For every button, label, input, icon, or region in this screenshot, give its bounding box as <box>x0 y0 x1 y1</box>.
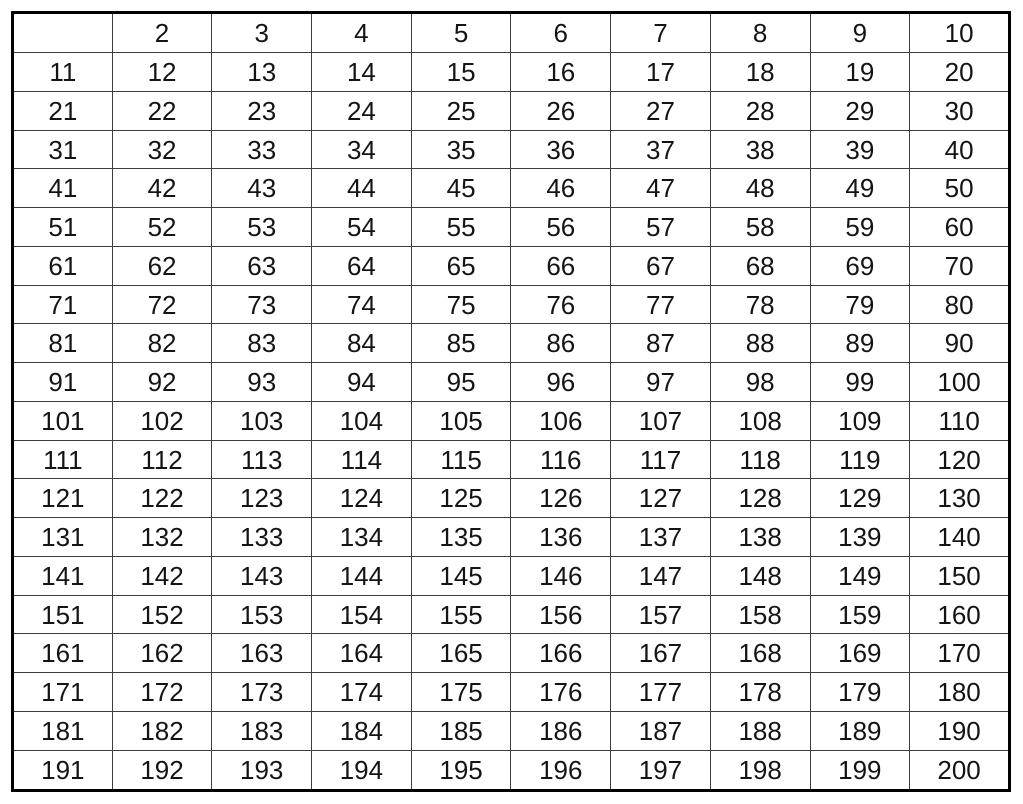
number-cell: 24 <box>312 91 412 130</box>
number-cell: 76 <box>511 285 611 324</box>
number-cell: 96 <box>511 363 611 402</box>
number-cell: 182 <box>112 711 212 750</box>
number-cell: 152 <box>112 595 212 634</box>
number-cell: 120 <box>910 440 1010 479</box>
number-cell: 140 <box>910 518 1010 557</box>
number-cell: 127 <box>611 479 711 518</box>
number-cell: 142 <box>112 556 212 595</box>
number-cell: 39 <box>810 130 910 169</box>
table-row <box>13 634 1010 673</box>
number-cell: 149 <box>810 556 910 595</box>
table-row <box>13 285 1010 324</box>
number-cell: 97 <box>611 363 711 402</box>
number-cell: 21 <box>13 91 113 130</box>
number-cell: 45 <box>411 169 511 208</box>
number-cell: 65 <box>411 246 511 285</box>
number-cell: 141 <box>13 556 113 595</box>
number-cell: 161 <box>13 634 113 673</box>
number-cell: 186 <box>511 711 611 750</box>
table-row <box>13 13 1010 53</box>
number-cell: 59 <box>810 208 910 247</box>
number-cell: 170 <box>910 634 1010 673</box>
number-cell: 194 <box>312 750 412 790</box>
number-cell: 153 <box>212 595 312 634</box>
number-cell: 99 <box>810 363 910 402</box>
number-cell: 113 <box>212 440 312 479</box>
number-cell: 89 <box>810 324 910 363</box>
number-cell: 87 <box>611 324 711 363</box>
number-cell: 43 <box>212 169 312 208</box>
number-cell: 32 <box>112 130 212 169</box>
number-cell: 85 <box>411 324 511 363</box>
number-cell: 146 <box>511 556 611 595</box>
table-row <box>13 479 1010 518</box>
number-cell: 22 <box>112 91 212 130</box>
number-cell: 155 <box>411 595 511 634</box>
number-cell: 95 <box>411 363 511 402</box>
number-cell: 92 <box>112 363 212 402</box>
table-row <box>13 130 1010 169</box>
number-cell: 173 <box>212 673 312 712</box>
number-cell: 2 <box>112 13 212 53</box>
number-cell: 75 <box>411 285 511 324</box>
table-row <box>13 556 1010 595</box>
number-cell: 188 <box>710 711 810 750</box>
number-cell: 136 <box>511 518 611 557</box>
number-cell: 110 <box>910 401 1010 440</box>
number-cell: 52 <box>112 208 212 247</box>
number-cell: 36 <box>511 130 611 169</box>
number-cell: 12 <box>112 53 212 92</box>
number-grid-body <box>13 13 1010 791</box>
number-cell: 100 <box>910 363 1010 402</box>
number-cell: 118 <box>710 440 810 479</box>
number-cell: 61 <box>13 246 113 285</box>
number-cell: 88 <box>710 324 810 363</box>
number-cell: 130 <box>910 479 1010 518</box>
number-cell: 15 <box>411 53 511 92</box>
number-cell: 191 <box>13 750 113 790</box>
number-cell: 82 <box>112 324 212 363</box>
number-cell: 19 <box>810 53 910 92</box>
number-cell: 47 <box>611 169 711 208</box>
number-cell: 193 <box>212 750 312 790</box>
number-cell: 71 <box>13 285 113 324</box>
number-cell: 14 <box>312 53 412 92</box>
number-cell: 28 <box>710 91 810 130</box>
table-row <box>13 518 1010 557</box>
number-cell: 197 <box>611 750 711 790</box>
number-cell: 107 <box>611 401 711 440</box>
number-cell: 5 <box>411 13 511 53</box>
number-cell: 111 <box>13 440 113 479</box>
number-cell: 123 <box>212 479 312 518</box>
number-cell: 69 <box>810 246 910 285</box>
number-cell: 166 <box>511 634 611 673</box>
table-row <box>13 208 1010 247</box>
number-cell: 159 <box>810 595 910 634</box>
number-cell: 40 <box>910 130 1010 169</box>
number-cell: 199 <box>810 750 910 790</box>
number-cell: 17 <box>611 53 711 92</box>
number-cell: 115 <box>411 440 511 479</box>
number-cell: 7 <box>611 13 711 53</box>
number-cell: 187 <box>611 711 711 750</box>
number-cell: 57 <box>611 208 711 247</box>
number-cell: 180 <box>910 673 1010 712</box>
number-cell: 48 <box>710 169 810 208</box>
number-cell: 200 <box>910 750 1010 790</box>
table-row <box>13 53 1010 92</box>
number-cell: 189 <box>810 711 910 750</box>
number-cell: 185 <box>411 711 511 750</box>
number-cell: 125 <box>411 479 511 518</box>
number-cell: 122 <box>112 479 212 518</box>
number-cell: 83 <box>212 324 312 363</box>
table-row <box>13 595 1010 634</box>
number-cell: 174 <box>312 673 412 712</box>
number-cell: 58 <box>710 208 810 247</box>
number-cell: 8 <box>710 13 810 53</box>
number-cell: 23 <box>212 91 312 130</box>
number-cell: 54 <box>312 208 412 247</box>
number-cell: 66 <box>511 246 611 285</box>
number-cell: 109 <box>810 401 910 440</box>
number-cell: 178 <box>710 673 810 712</box>
number-cell: 64 <box>312 246 412 285</box>
number-cell: 67 <box>611 246 711 285</box>
number-cell: 104 <box>312 401 412 440</box>
number-cell: 60 <box>910 208 1010 247</box>
table-row <box>13 246 1010 285</box>
number-cell: 147 <box>611 556 711 595</box>
number-cell: 79 <box>810 285 910 324</box>
number-cell: 177 <box>611 673 711 712</box>
number-cell: 101 <box>13 401 113 440</box>
number-cell: 143 <box>212 556 312 595</box>
number-cell: 25 <box>411 91 511 130</box>
number-cell: 168 <box>710 634 810 673</box>
number-grid-table <box>11 11 1011 792</box>
table-row <box>13 401 1010 440</box>
number-cell: 172 <box>112 673 212 712</box>
number-cell: 108 <box>710 401 810 440</box>
number-cell: 86 <box>511 324 611 363</box>
number-cell: 121 <box>13 479 113 518</box>
number-cell: 20 <box>910 53 1010 92</box>
number-cell: 42 <box>112 169 212 208</box>
number-cell: 192 <box>112 750 212 790</box>
number-cell: 156 <box>511 595 611 634</box>
number-cell: 165 <box>411 634 511 673</box>
number-cell: 33 <box>212 130 312 169</box>
number-cell: 162 <box>112 634 212 673</box>
number-cell: 37 <box>611 130 711 169</box>
number-cell: 190 <box>910 711 1010 750</box>
table-row <box>13 324 1010 363</box>
number-cell: 90 <box>910 324 1010 363</box>
number-cell: 16 <box>511 53 611 92</box>
number-cell: 93 <box>212 363 312 402</box>
number-cell: 171 <box>13 673 113 712</box>
number-cell: 137 <box>611 518 711 557</box>
number-cell: 176 <box>511 673 611 712</box>
number-cell: 133 <box>212 518 312 557</box>
number-cell: 128 <box>710 479 810 518</box>
number-cell: 18 <box>710 53 810 92</box>
number-cell: 53 <box>212 208 312 247</box>
number-cell: 106 <box>511 401 611 440</box>
table-row <box>13 673 1010 712</box>
number-cell: 131 <box>13 518 113 557</box>
number-cell: 181 <box>13 711 113 750</box>
number-cell: 98 <box>710 363 810 402</box>
number-cell: 26 <box>511 91 611 130</box>
number-cell: 102 <box>112 401 212 440</box>
table-row <box>13 363 1010 402</box>
number-cell: 78 <box>710 285 810 324</box>
number-cell: 116 <box>511 440 611 479</box>
number-cell: 163 <box>212 634 312 673</box>
number-cell: 160 <box>910 595 1010 634</box>
number-cell: 55 <box>411 208 511 247</box>
number-cell: 196 <box>511 750 611 790</box>
number-cell: 94 <box>312 363 412 402</box>
number-cell: 41 <box>13 169 113 208</box>
number-cell: 148 <box>710 556 810 595</box>
number-cell: 157 <box>611 595 711 634</box>
table-row <box>13 750 1010 790</box>
number-cell: 35 <box>411 130 511 169</box>
number-cell: 11 <box>13 53 113 92</box>
number-cell: 49 <box>810 169 910 208</box>
number-cell: 46 <box>511 169 611 208</box>
number-cell: 6 <box>511 13 611 53</box>
number-cell: 144 <box>312 556 412 595</box>
number-cell: 44 <box>312 169 412 208</box>
number-cell: 132 <box>112 518 212 557</box>
number-cell: 198 <box>710 750 810 790</box>
number-cell: 124 <box>312 479 412 518</box>
number-cell: 151 <box>13 595 113 634</box>
number-cell: 175 <box>411 673 511 712</box>
number-cell: 74 <box>312 285 412 324</box>
number-cell: 50 <box>910 169 1010 208</box>
number-cell: 105 <box>411 401 511 440</box>
number-cell: 77 <box>611 285 711 324</box>
number-cell: 158 <box>710 595 810 634</box>
empty-cell <box>13 13 113 53</box>
number-cell: 27 <box>611 91 711 130</box>
number-cell: 164 <box>312 634 412 673</box>
number-cell: 103 <box>212 401 312 440</box>
number-cell: 9 <box>810 13 910 53</box>
number-cell: 135 <box>411 518 511 557</box>
number-cell: 68 <box>710 246 810 285</box>
number-cell: 30 <box>910 91 1010 130</box>
number-cell: 167 <box>611 634 711 673</box>
number-cell: 117 <box>611 440 711 479</box>
number-cell: 34 <box>312 130 412 169</box>
number-cell: 72 <box>112 285 212 324</box>
number-cell: 81 <box>13 324 113 363</box>
number-cell: 84 <box>312 324 412 363</box>
number-cell: 38 <box>710 130 810 169</box>
number-cell: 119 <box>810 440 910 479</box>
number-cell: 169 <box>810 634 910 673</box>
number-cell: 62 <box>112 246 212 285</box>
number-cell: 4 <box>312 13 412 53</box>
number-cell: 129 <box>810 479 910 518</box>
table-row <box>13 440 1010 479</box>
number-cell: 56 <box>511 208 611 247</box>
number-cell: 112 <box>112 440 212 479</box>
number-cell: 139 <box>810 518 910 557</box>
number-cell: 29 <box>810 91 910 130</box>
number-cell: 91 <box>13 363 113 402</box>
number-cell: 183 <box>212 711 312 750</box>
number-cell: 13 <box>212 53 312 92</box>
number-cell: 63 <box>212 246 312 285</box>
table-row <box>13 91 1010 130</box>
number-cell: 70 <box>910 246 1010 285</box>
number-cell: 150 <box>910 556 1010 595</box>
table-row <box>13 711 1010 750</box>
number-cell: 126 <box>511 479 611 518</box>
table-row <box>13 169 1010 208</box>
number-cell: 195 <box>411 750 511 790</box>
number-cell: 134 <box>312 518 412 557</box>
number-cell: 145 <box>411 556 511 595</box>
number-cell: 114 <box>312 440 412 479</box>
number-cell: 179 <box>810 673 910 712</box>
number-cell: 184 <box>312 711 412 750</box>
number-cell: 10 <box>910 13 1010 53</box>
number-cell: 51 <box>13 208 113 247</box>
number-cell: 154 <box>312 595 412 634</box>
number-cell: 138 <box>710 518 810 557</box>
number-cell: 31 <box>13 130 113 169</box>
number-cell: 3 <box>212 13 312 53</box>
number-cell: 73 <box>212 285 312 324</box>
number-cell: 80 <box>910 285 1010 324</box>
